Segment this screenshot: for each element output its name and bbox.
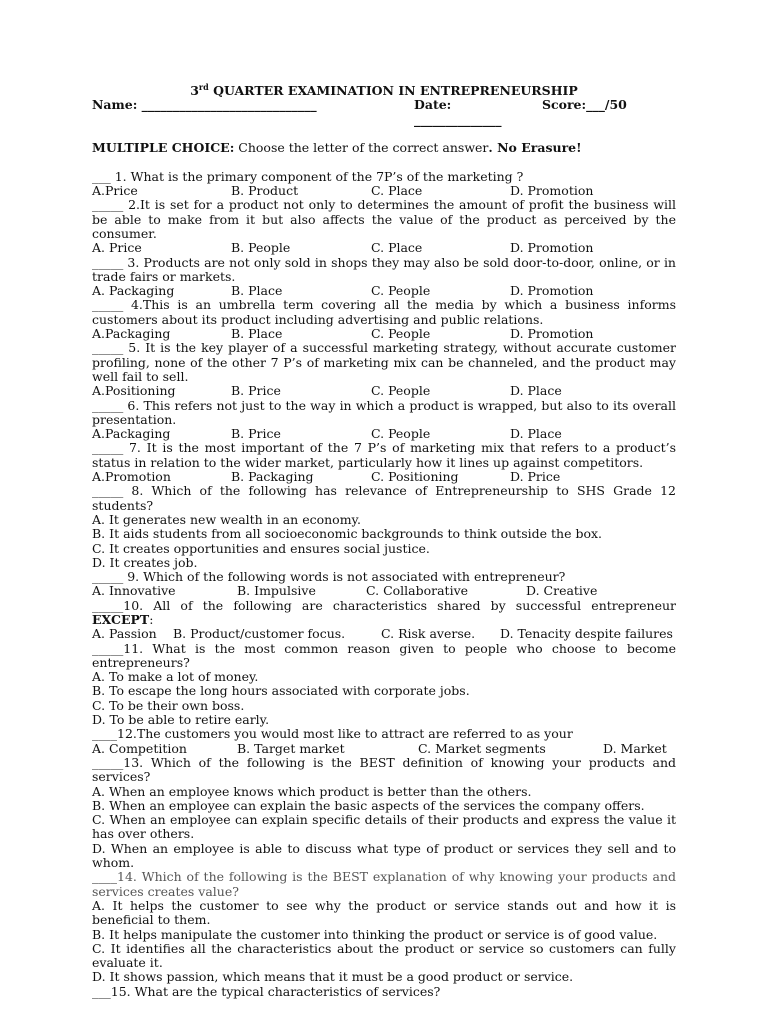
option-c: C. When an employee can explain specific details of their products and express the value it has over others. <box>92 812 676 842</box>
exam-title <box>92 81 676 98</box>
question-options <box>92 742 676 756</box>
score-field: Score:___/50 <box>542 97 627 113</box>
option-c: C. Collaborative <box>366 583 469 599</box>
option-b: B. People <box>231 240 291 256</box>
option-d: D. Promotion <box>510 283 594 299</box>
option-c: C. Positioning <box>371 469 459 485</box>
question-text <box>92 599 676 628</box>
option-c: C. People <box>371 426 431 442</box>
option-c: C. People <box>371 383 431 399</box>
option-a: A.Promotion <box>92 469 171 485</box>
option-c: C. People <box>371 283 431 299</box>
option-b: B. Packaging <box>231 469 314 485</box>
option-a: A. Innovative <box>92 583 176 599</box>
option-a: A.Price <box>92 183 138 199</box>
option-d: D. Tenacity despite failures <box>500 626 673 642</box>
question-1 <box>92 170 676 199</box>
option-a: A. It helps the customer to see why the product or service stands out and how it is beneficial to them. <box>92 897 676 928</box>
option-a: A. Competition <box>92 740 187 756</box>
question-text: _____ 5. It is the key player of a successful marketing strategy, without accurate customer profiling, none of the other 7 P’s of marketing mix can be channeled, and the product may well fail to sell. <box>92 340 676 384</box>
option-b: B. Product/customer focus. <box>173 626 346 642</box>
option-d: D. Promotion <box>510 326 594 342</box>
question-text: _____13. Which of the following is the BEST definition of knowing your products and services? <box>92 754 676 785</box>
question-options <box>92 427 676 441</box>
question-text: _____ 8. Which of the following has relevance of Entrepreneurship to SHS Grade 12 students? <box>92 483 676 513</box>
question-8 <box>92 484 676 570</box>
date-field: Date: ______________ <box>414 97 502 127</box>
question-13 <box>92 756 676 870</box>
option-a: A. Packaging <box>92 283 175 299</box>
option-b: B. It aids students from all socioeconomic backgrounds to think outside the box. <box>92 526 603 542</box>
question-text: ___ 1. What is the primary component of the 7P’s of the marketing ? <box>92 168 524 184</box>
question-except: EXCEPT <box>92 611 150 627</box>
option-b: B. When an employee can explain the basic aspects of the services the company offers. <box>92 797 645 813</box>
question-4 <box>92 298 676 341</box>
question-5 <box>92 341 676 398</box>
option-d: D. Promotion <box>510 183 594 199</box>
question-options <box>92 384 676 398</box>
option-b: B. Product <box>231 183 299 199</box>
instructions-label: MULTIPLE CHOICE: <box>92 140 235 156</box>
question-options <box>92 284 676 298</box>
option-d: D. Place <box>510 426 562 442</box>
option-d: D. When an employee is able to discuss what type of product or services they sell and to whom. <box>92 840 676 871</box>
question-2 <box>92 198 676 255</box>
title-text: QUARTER EXAMINATION IN ENTREPRENEURSHIP <box>208 83 578 98</box>
title-number: 3 <box>190 83 199 98</box>
title-superscript: rd <box>198 81 209 92</box>
question-text-main: 14. Which of the following is the BEST explanation of why knowing your products and services creates value? <box>92 869 676 899</box>
option-d: D. Place <box>510 383 562 399</box>
option-b: B. Place <box>231 283 283 299</box>
option-c: C. It creates opportunities and ensures social justice. <box>92 540 430 556</box>
question-text: _____ 4.This is an umbrella term covering all the media by which a business informs customers about its product including advertising and public relations. <box>92 297 676 327</box>
option-d: D. Market <box>603 740 667 756</box>
option-b: B. It helps manipulate the customer into thinking the product or service is of good value. <box>92 926 658 942</box>
option-c: C. To be their own boss. <box>92 697 245 713</box>
question-text: _____ 2.It is set for a product not only to determines the amount of profit the business will be able to make from it but also affects the value of the product as perceived by the consumer. <box>92 197 676 241</box>
question-9 <box>92 570 676 599</box>
question-options <box>92 327 676 341</box>
option-b: B. Price <box>231 383 281 399</box>
question-text <box>92 870 676 899</box>
instructions-text: Choose the letter of the correct answer <box>234 140 489 156</box>
option-d: D. It creates job. <box>92 554 198 570</box>
option-b: B. Impulsive <box>237 583 316 599</box>
question-10 <box>92 599 676 642</box>
answer-blank: ____ <box>92 869 117 885</box>
option-d: D. Price <box>510 469 561 485</box>
option-b: B. Price <box>231 426 281 442</box>
exam-header-fields <box>92 98 676 127</box>
question-7 <box>92 441 676 484</box>
question-options <box>92 470 676 484</box>
option-c: C. Place <box>371 240 423 256</box>
option-d: D. To be able to retire early. <box>92 712 270 728</box>
question-text-main: _____10. All of the following are characteristics shared by successful entrepreneur <box>92 597 676 613</box>
question-text: _____ 6. This refers not just to the way in which a product is wrapped, but also to its overall presentation. <box>92 397 676 427</box>
option-d: D. Creative <box>526 583 598 599</box>
option-a: A. Passion <box>92 626 157 642</box>
question-text: _____ 9. Which of the following words is not associated with entrepreneur? <box>92 569 566 585</box>
option-d: D. Promotion <box>510 240 594 256</box>
option-b: B. Target market <box>237 740 345 756</box>
question-colon: : <box>149 611 154 627</box>
instructions <box>92 141 676 155</box>
question-3 <box>92 256 676 299</box>
question-text: _____ 7. It is the most important of the 7 P’s of marketing mix that refers to a product’s status in relation to the wider market, particularly how it lines up against competitors. <box>92 440 676 470</box>
question-options <box>92 627 676 641</box>
name-field: Name: ____________________________ <box>92 97 317 113</box>
question-6 <box>92 399 676 442</box>
option-b: B. Place <box>231 326 283 342</box>
option-c: C. Market segments <box>418 740 546 756</box>
option-c: C. Risk averse. <box>381 626 476 642</box>
option-a: A.Positioning <box>92 383 176 399</box>
option-b: B. To escape the long hours associated with corporate jobs. <box>92 683 470 699</box>
option-c: C. It identifies all the characteristics about the product or service so customers can fully evaluate it. <box>92 940 676 971</box>
question-14 <box>92 870 676 984</box>
question-11 <box>92 642 676 728</box>
option-c: C. People <box>371 326 431 342</box>
question-options <box>92 184 676 198</box>
question-text: _____11. What is the most common reason given to people who choose to become entrepreneurs? <box>92 640 676 670</box>
question-options <box>92 241 676 255</box>
option-c: C. Place <box>371 183 423 199</box>
question-options <box>92 584 676 598</box>
option-a: A. Price <box>92 240 142 256</box>
instructions-no-erasure: . No Erasure! <box>488 140 582 156</box>
question-text: ____12.The customers you would most like to attract are referred to as your <box>92 726 573 742</box>
option-d: D. It shows passion, which means that it must be a good product or service. <box>92 969 574 985</box>
question-15 <box>92 985 676 999</box>
option-a: A. When an employee knows which product is better than the others. <box>92 783 532 799</box>
option-a: A.Packaging <box>92 326 171 342</box>
option-a: A.Packaging <box>92 426 171 442</box>
question-12 <box>92 727 676 756</box>
question-text: _____ 3. Products are not only sold in shops they may also be sold door-to-door, online, or in trade fairs or markets. <box>92 254 676 284</box>
option-a: A. To make a lot of money. <box>92 669 259 685</box>
option-a: A. It generates new wealth in an economy. <box>92 511 361 527</box>
question-text: ___15. What are the typical characteristics of services? <box>92 983 441 999</box>
